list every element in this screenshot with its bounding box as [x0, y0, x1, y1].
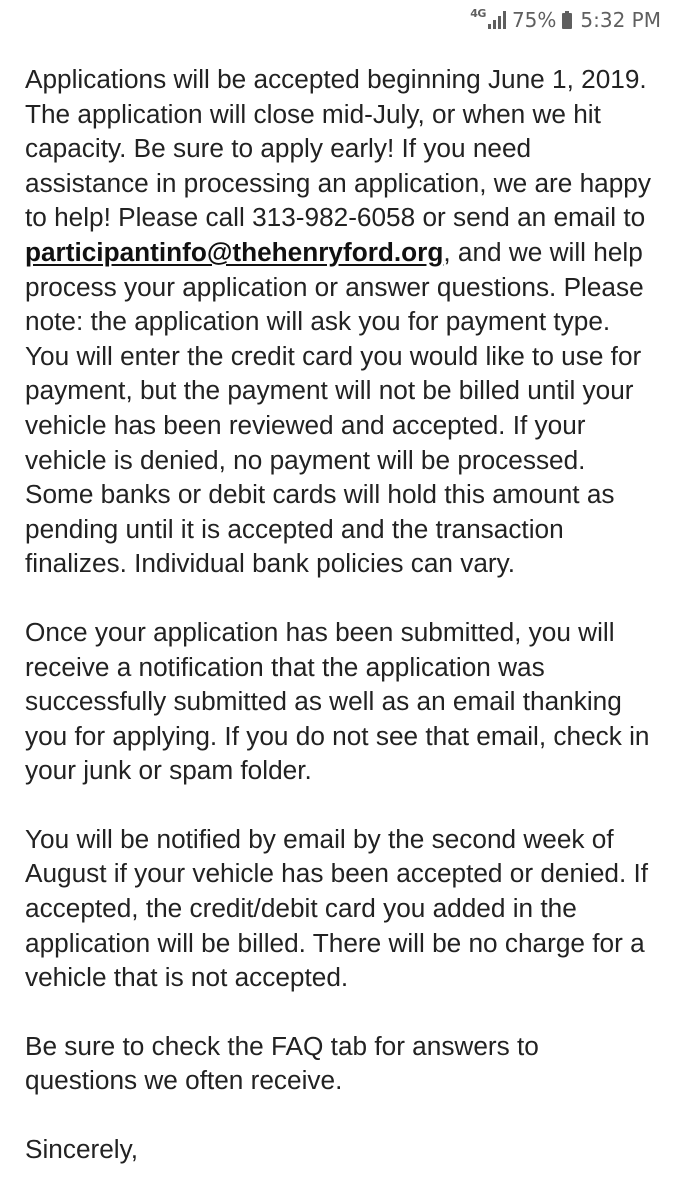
paragraph-application-info [25, 62, 655, 581]
paragraph-text: , and we will help process your application or answer questions. Please note: the application will ask you for payment type. You will enter the credit card you would like to use for payment, but the payment will not be billed until your vehicle has been reviewed and accepted. If your vehicle is denied, no payment will be processed. Some banks or debit cards will hold this amount as pending until it is accepted and the transaction finalizes. Individual bank policies can vary. [25, 236, 644, 579]
message-body [25, 62, 655, 1167]
battery-icon [562, 11, 572, 29]
signal-strength-icon [488, 11, 506, 29]
paragraph-faq-info: Be sure to check the FAQ tab for answers to questions we often receive. [25, 1030, 539, 1096]
paragraph-submission-info: Once your application has been submitted, you will receive a notification that the application was successfully submitted as well as an email thanking you for applying. If you do not see that email, check in your junk or spam folder. [25, 616, 650, 786]
paragraph-notification-info: You will be notified by email by the second week of August if your vehicle has been accepted or denied. If accepted, the credit/debit card you added in the application will be billed. There will be no charge for a vehicle that is not accepted. [25, 823, 649, 993]
paragraph-text: Applications will be accepted beginning June 1, 2019. The application will close mid-July, or when we hit capacity. Be sure to apply early! If you need assistance in processing an application, we are happy to help! Please call 313-982-6058 or send an email to [25, 64, 651, 233]
network-type-indicator: 4G [470, 7, 486, 20]
clock-time: 5:32 PM [580, 8, 661, 32]
status-bar [0, 0, 675, 40]
email-link[interactable]: participantinfo@thehenryford.org [25, 236, 444, 267]
battery-percent: 75% [511, 8, 557, 32]
closing-text: Sincerely, [25, 1134, 139, 1165]
